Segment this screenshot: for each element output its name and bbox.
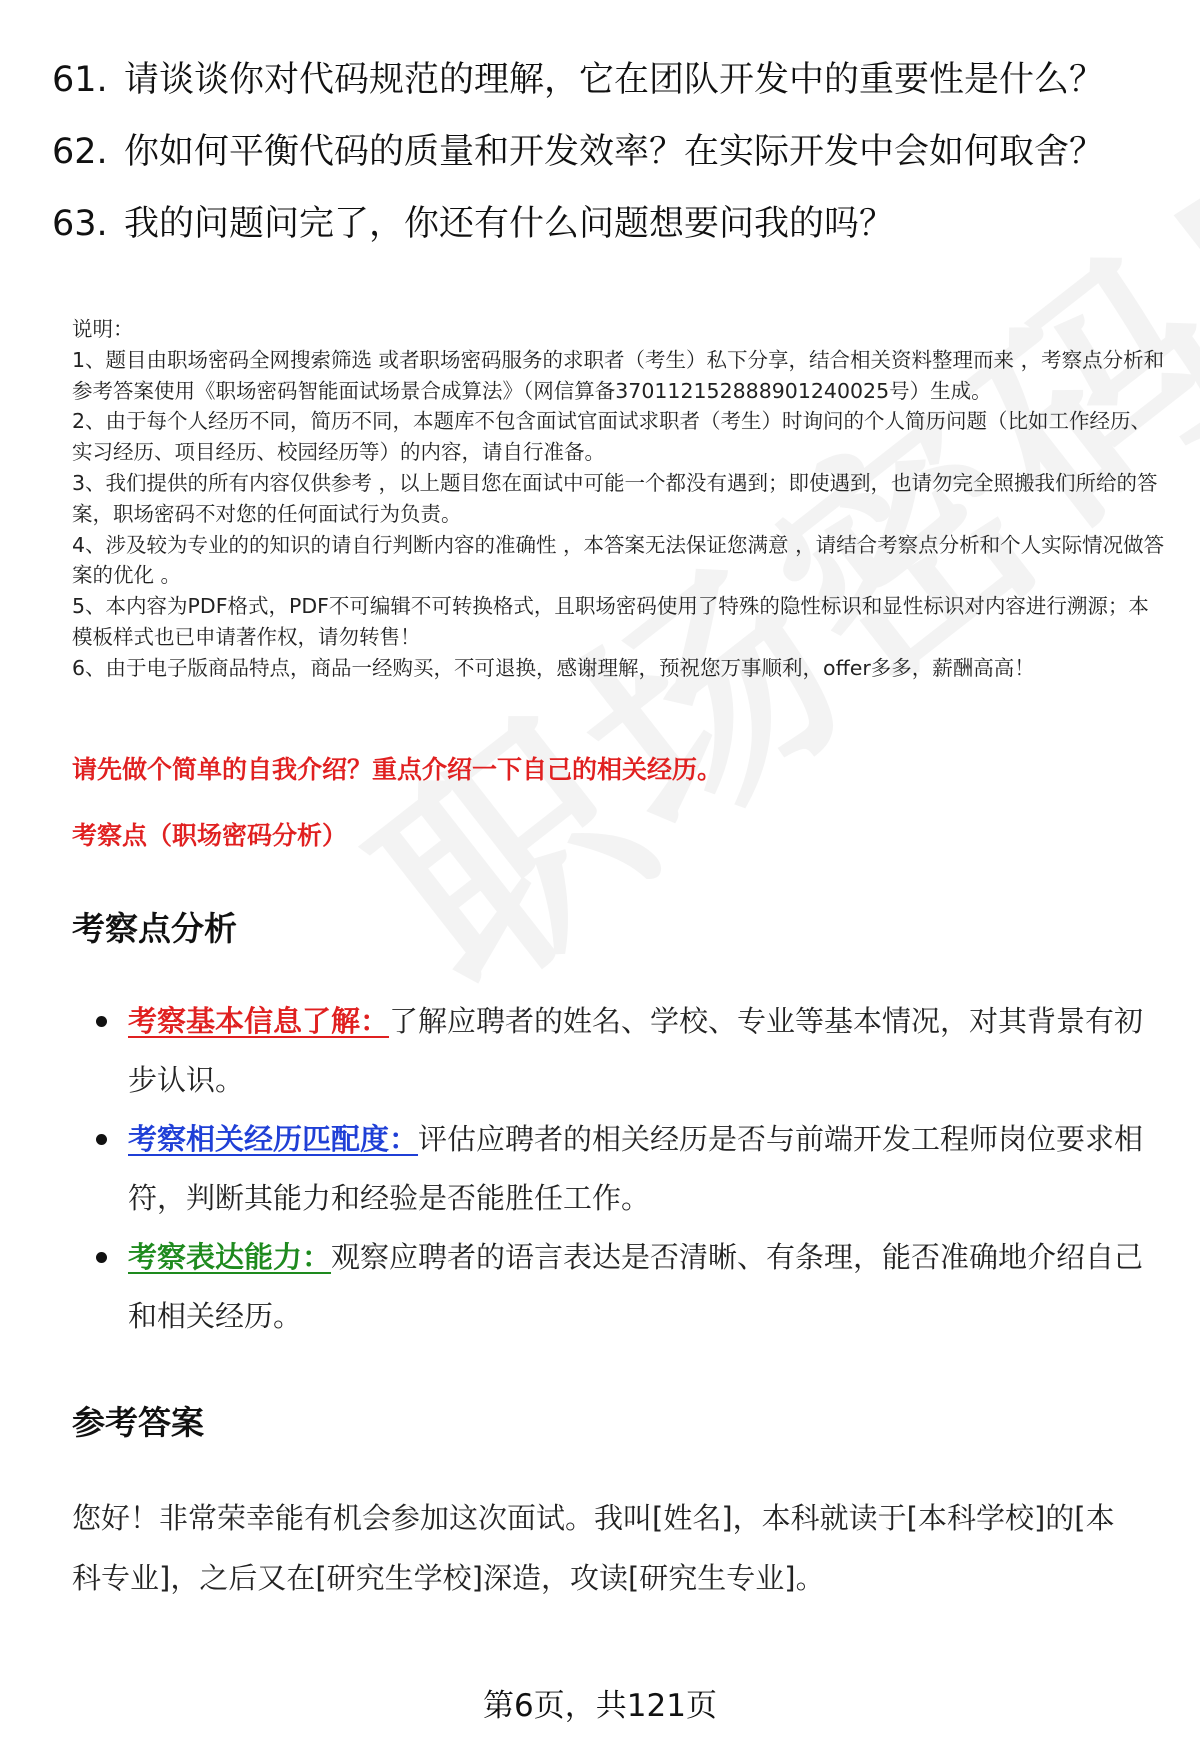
note-item: 3、我们提供的所有内容仅供参考 ，以上题目您在面试中可能一个都没有遇到；即使遇到，也请勿完全照搬我们所给的答案，职场密码不对您的任何面试行为负责。 [72, 470, 1158, 526]
question-number: 61. [52, 60, 108, 100]
notes-section [72, 314, 1167, 684]
analysis-heading: 考察点分析 [72, 909, 237, 948]
analysis-point [96, 1110, 1146, 1228]
note-item: 5、本内容为PDF格式，PDF不可编辑不可转换格式，且职场密码使用了特殊的隐性标识和显性标识对内容进行溯源；本模板样式也已申请著作权，请勿转售！ [72, 594, 1149, 649]
question-text: 我的问题问完了，你还有什么问题想要问我的吗？ [124, 204, 895, 244]
bullet-dot-icon [96, 1134, 107, 1145]
analysis-point [96, 992, 1146, 1110]
point-key: 考察表达能力： [128, 1240, 332, 1274]
question-61 [52, 56, 1104, 104]
question-62 [52, 128, 1104, 176]
notes-title: 说明： [72, 317, 134, 341]
note-item: 6、由于电子版商品特点，商品一经购买，不可退换，感谢理解，预祝您万事顺利，offer多多，薪酬高高！ [72, 655, 1035, 680]
question-text: 你如何平衡代码的质量和开发效率？在实际开发中会如何取舍？ [124, 132, 1105, 172]
question-title: 请先做个简单的自我介绍？重点介绍一下自己的相关经历。 [72, 755, 723, 784]
note-item: 4、涉及较为专业的的知识的请自行判断内容的准确性 ，本答案无法保证您满意 ，请结合考察点分析和个人实际情况做答案的优化 。 [72, 532, 1165, 588]
point-text: 了解应聘者的姓名、学校、专业等基本情况，对其背景有初步认识。 [128, 1004, 1144, 1097]
question-text: 请谈谈你对代码规范的理解，它在团队开发中的重要性是什么？ [124, 60, 1105, 100]
note-item: 2、由于每个人经历不同，简历不同，本题库不包含面试官面试求职者（考生）时询问的个人简历问题（比如工作经历、实习经历、项目经历、校园经历等）的内容，请自行准备。 [72, 409, 1152, 465]
point-key: 考察基本信息了解： [128, 1004, 390, 1038]
point-text: 评估应聘者的相关经历是否与前端开发工程师岗位要求相符，判断其能力和经验是否能胜任工作。 [128, 1122, 1144, 1215]
question-63 [52, 200, 894, 248]
question-number: 63. [52, 204, 108, 244]
point-key: 考察相关经历匹配度： [128, 1122, 419, 1156]
point-text: 观察应聘者的语言表达是否清晰、有条理，能否准确地介绍自己和相关经历。 [128, 1240, 1144, 1333]
bullet-dot-icon [96, 1016, 107, 1027]
note-item: 1、题目由职场密码全网搜索筛选 或者职场密码服务的求职者（考生）私下分享，结合相关资料整理而来 ，考察点分析和参考答案使用《职场密码智能面试场景合成算法》（网信算备370112152888901240025号）生成。 [72, 347, 1165, 403]
bullet-dot-icon [96, 1252, 107, 1263]
analysis-label: 考察点（职场密码分析） [72, 821, 348, 850]
analysis-list [96, 992, 1146, 1346]
page-footer: 第6页，共121页 [483, 1688, 717, 1724]
analysis-point [96, 1228, 1146, 1346]
answer-text: 您好！非常荣幸能有机会参加这次面试。我叫[姓名]，本科就读于[本科学校]的[本科专业]，之后又在[研究生学校]深造，攻读[研究生专业]。 [72, 1501, 1115, 1595]
answer-heading: 参考答案 [72, 1403, 204, 1442]
question-number: 62. [52, 132, 108, 172]
